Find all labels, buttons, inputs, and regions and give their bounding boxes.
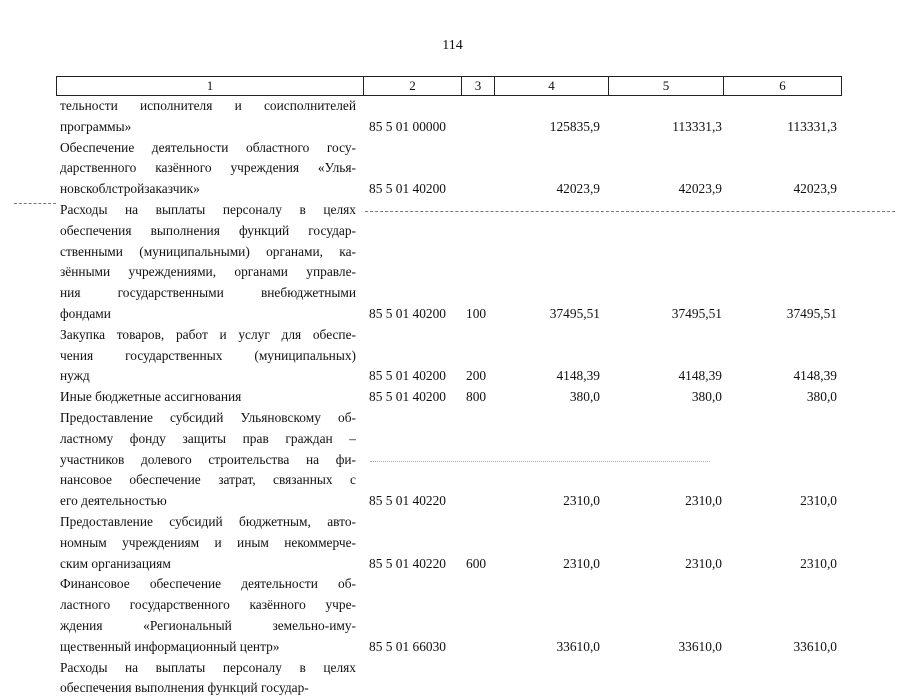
- row-value-col-4: 2310,0: [563, 555, 600, 571]
- row-value-col-5: 4148,39: [678, 368, 722, 384]
- row-value-col-5: 33610,0: [678, 638, 722, 654]
- row-expense-type: 600: [466, 555, 487, 571]
- row-value-col-4: 380,0: [569, 389, 600, 405]
- row-value-col-6: 4148,39: [793, 368, 837, 384]
- description-line: Обеспечение деятельности областного госу-: [60, 139, 356, 155]
- description-line: нужд: [60, 368, 90, 384]
- scan-artifact-line: [14, 203, 56, 204]
- row-value-col-5: 113331,3: [672, 118, 722, 134]
- table-row: [0, 408, 905, 512]
- row-value-col-4: 125835,9: [549, 118, 600, 134]
- description-line: ждения «Региональный земельно-иму-: [60, 617, 356, 633]
- row-value-col-6: 37495,51: [786, 305, 837, 321]
- table-row: [0, 96, 905, 138]
- description-line: ластного государственного казённого учре-: [60, 597, 356, 613]
- row-code: 85 5 01 40200: [369, 305, 446, 321]
- row-code: 85 5 01 66030: [369, 638, 446, 654]
- row-expense-type: 800: [466, 389, 487, 405]
- row-value-col-6: 113331,3: [787, 118, 837, 134]
- description-line: чения государственных (муниципальных): [60, 347, 356, 363]
- description-line: Предоставление субсидий Ульяновскому об-: [60, 409, 356, 425]
- description-line: номным учреждениям и иным некоммерче-: [60, 534, 356, 550]
- row-code: 85 5 01 40220: [369, 493, 446, 509]
- row-value-col-4: 2310,0: [563, 493, 600, 509]
- description-line: Финансовое обеспечение деятельности об-: [60, 576, 356, 592]
- description-line: Предоставление субсидий бюджетным, авто-: [60, 513, 356, 529]
- description-line: зёнными учреждениями, органами управле-: [60, 264, 356, 280]
- row-description: [60, 658, 356, 699]
- row-description: [60, 512, 356, 574]
- row-value-col-5: 37495,51: [671, 305, 722, 321]
- header-col-1: 1: [57, 77, 364, 95]
- header-col-4: 4: [495, 77, 609, 95]
- scan-artifact-line: [370, 461, 710, 462]
- row-description: [60, 387, 356, 408]
- row-code: 85 5 01 40200: [369, 181, 446, 197]
- header-col-5: 5: [609, 77, 724, 95]
- description-line: участников долевого строительства на фи-: [60, 451, 356, 467]
- header-col-6: 6: [779, 78, 786, 93]
- description-line: Расходы на выплаты персоналу в целях: [60, 659, 356, 675]
- row-code: 85 5 01 40220: [369, 555, 446, 571]
- row-value-col-4: 42023,9: [556, 181, 600, 197]
- table-row: [0, 387, 905, 408]
- table-body: [0, 96, 905, 699]
- description-line: тельности исполнителя и соисполнителей: [60, 98, 356, 113]
- header-col-3: 3: [462, 77, 495, 95]
- description-line: ластному фонду защиты прав граждан –: [60, 430, 356, 446]
- header-col-2: 2: [364, 77, 462, 95]
- row-value-col-4: 37495,51: [549, 305, 600, 321]
- row-value-col-5: 42023,9: [678, 181, 722, 197]
- description-line: ственными (муниципальными) органами, ка-: [60, 243, 356, 259]
- row-description: [60, 574, 356, 657]
- row-value-col-6: 2310,0: [800, 555, 837, 571]
- row-value-col-6: 2310,0: [800, 493, 837, 509]
- row-code: 85 5 01 40200: [369, 368, 446, 384]
- table-row: [0, 200, 905, 325]
- row-code: 85 5 01 40200: [369, 389, 446, 405]
- row-expense-type: 200: [466, 368, 487, 384]
- row-value-col-4: 4148,39: [556, 368, 600, 384]
- description-line: щественный информационный центр»: [60, 638, 280, 654]
- description-line: нансовое обеспечение затрат, связанных с: [60, 472, 356, 488]
- row-value-col-4: 33610,0: [556, 638, 600, 654]
- table-row: [0, 325, 905, 387]
- row-value-col-6: 380,0: [806, 389, 837, 405]
- description-line: новскоблстройзаказчик»: [60, 181, 200, 197]
- row-value-col-5: 2310,0: [685, 493, 722, 509]
- page-number: 114: [442, 38, 463, 53]
- table-row: [0, 658, 905, 699]
- row-value-col-5: 2310,0: [685, 555, 722, 571]
- row-value-col-5: 380,0: [691, 389, 722, 405]
- row-description: [60, 138, 356, 200]
- description-line: дарственного казённого учреждения «Улья-: [60, 160, 356, 176]
- description-line: Закупка товаров, работ и услуг для обеспе-: [60, 326, 356, 342]
- description-line: Расходы на выплаты персоналу в целях: [60, 201, 356, 217]
- row-code: 85 5 01 00000: [369, 118, 446, 134]
- description-line: программы»: [60, 118, 132, 134]
- row-description: [60, 325, 356, 387]
- row-expense-type: 100: [466, 305, 487, 321]
- table-row: [0, 138, 905, 200]
- row-value-col-6: 42023,9: [793, 181, 837, 197]
- description-line: ским организациям: [60, 555, 171, 571]
- description-line: его деятельностью: [60, 493, 167, 509]
- description-line: Иные бюджетные ассигнования: [60, 389, 242, 405]
- row-value-col-6: 33610,0: [793, 638, 837, 654]
- table-row: [0, 574, 905, 657]
- description-line: обеспечения выполнения функций государ-: [60, 680, 309, 696]
- row-description: [60, 96, 356, 138]
- row-description: [60, 408, 356, 512]
- row-description: [60, 200, 356, 325]
- table-row: [0, 512, 905, 574]
- description-line: фондами: [60, 305, 111, 321]
- description-line: ния государственными внебюджетными: [60, 285, 356, 301]
- table-header: [56, 76, 842, 96]
- scan-artifact-line: [365, 211, 895, 212]
- description-line: обеспечения выполнения функций государ-: [60, 222, 356, 238]
